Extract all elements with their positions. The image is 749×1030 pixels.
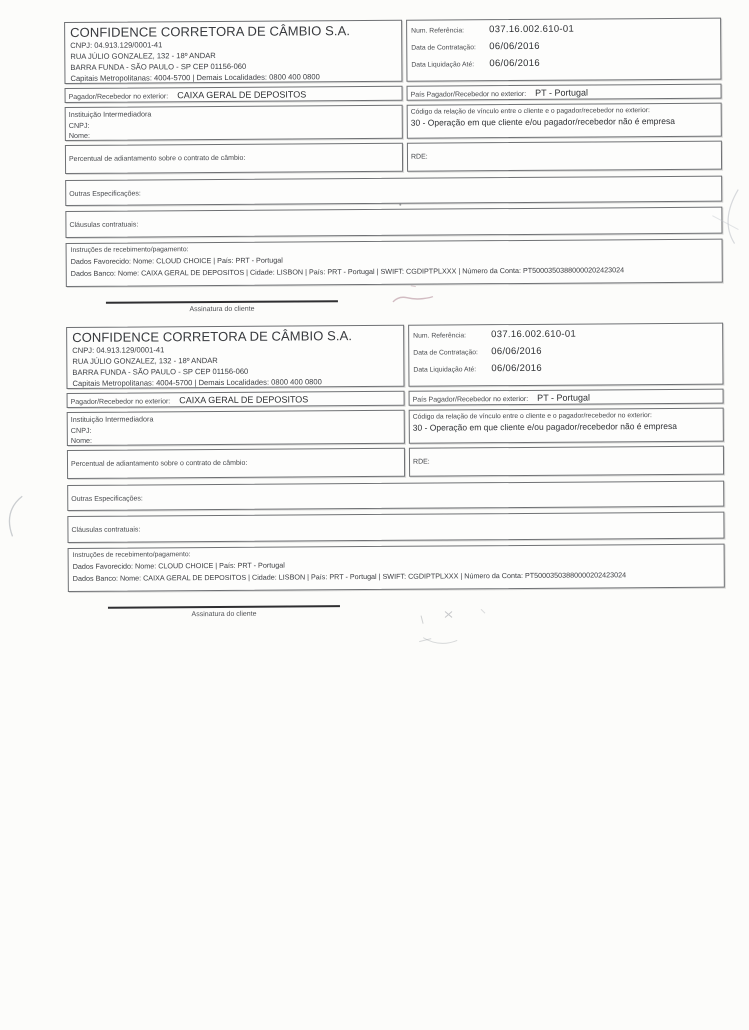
payer-country-label: País Pagador/Recebedor no exterior:	[412, 395, 529, 404]
settlement-date-value: 06/06/2016	[489, 57, 540, 70]
signature-line	[106, 300, 338, 304]
form-top-row	[64, 18, 721, 84]
signature-block	[106, 300, 338, 314]
reference-number-row	[411, 23, 716, 36]
instructions-beneficiary-line: Dados Favorecido: Nome: CLOUD CHOICE | País: PRT - Portugal	[70, 255, 283, 266]
reference-number-label: Num. Referência:	[411, 27, 465, 35]
payer-value: CAIXA GERAL DE DEPOSITOS	[179, 394, 309, 406]
company-name: CONFIDENCE CORRETORA DE CÂMBIO S.A.	[72, 328, 353, 345]
payer-label: Pagador/Recebedor no exterior:	[70, 398, 171, 406]
payer-country-box	[407, 84, 722, 101]
intermediary-row	[67, 408, 724, 446]
payer-country-box	[409, 389, 724, 406]
payer-box	[65, 86, 403, 103]
form-top-row	[66, 323, 723, 389]
reference-number-value: 037.16.002.610-01	[489, 23, 575, 36]
rde-box	[409, 446, 724, 477]
instructions-box	[66, 239, 723, 287]
contract-date-value: 06/06/2016	[489, 40, 540, 53]
contract-date-row	[413, 345, 718, 358]
clauses-box	[67, 512, 724, 543]
advance-percent-label: Percentual de adiantamento sobre o contrato de câmbio:	[68, 154, 246, 163]
rde-label: RDE:	[410, 153, 428, 161]
scan-speck	[399, 204, 401, 206]
scan-artifact-left-curve	[2, 494, 26, 538]
intermediary-box	[67, 410, 405, 446]
company-header-box	[66, 325, 404, 389]
settlement-date-row	[413, 362, 718, 375]
other-specs-box	[65, 176, 722, 206]
company-phones: Capitais Metropolitanas: 4004-5700 | Demais Localidades: 0800 400 0800	[70, 72, 320, 83]
clauses-label: Cláusulas contratuais:	[69, 221, 139, 229]
intermediary-row	[65, 103, 722, 141]
instructions-title: Instruções de recebimento/pagamento:	[70, 246, 189, 254]
company-name: CONFIDENCE CORRETORA DE CÂMBIO S.A.	[70, 23, 351, 40]
relationship-code-box	[409, 408, 724, 444]
other-specs-label: Outras Especificações:	[71, 495, 143, 503]
intermediary-name-label: Nome:	[70, 435, 93, 445]
relationship-code-value: 30 - Operação em que cliente e/ou pagador/recebedor não é empresa	[410, 115, 675, 128]
intermediary-box	[65, 105, 403, 141]
reference-box	[408, 323, 723, 387]
settlement-date-label: Data Liquidação Até:	[413, 366, 477, 374]
payer-country-value: PT - Portugal	[537, 392, 591, 403]
payer-row	[67, 389, 724, 408]
intermediary-title: Instituição Intermediadora	[70, 414, 154, 424]
advance-percent-label: Percentual de adiantamento sobre o contrato de câmbio:	[70, 459, 248, 468]
company-address-city: BARRA FUNDA - SÃO PAULO - SP CEP 01156-060	[70, 61, 247, 72]
company-cnpj: CNPJ: 04.913.129/0001-41	[72, 345, 165, 355]
company-address-street: RUA JÚLIO GONZALEZ, 132 - 18º ANDAR	[72, 355, 218, 366]
clauses-label: Cláusulas contratuais:	[71, 526, 141, 534]
advance-percent-box	[65, 143, 403, 174]
payer-row	[65, 84, 722, 103]
relationship-code-label: Código da relação de vínculo entre o cliente e o pagador/recebedor no exterior:	[412, 412, 652, 421]
other-specs-box	[67, 481, 724, 511]
intermediary-title: Instituição Intermediadora	[68, 109, 152, 119]
reference-number-label: Num. Referência:	[413, 332, 467, 340]
company-cnpj: CNPJ: 04.913.129/0001-41	[70, 40, 163, 50]
instructions-beneficiary-line: Dados Favorecido: Nome: CLOUD CHOICE | País: PRT - Portugal	[72, 560, 285, 571]
intermediary-cnpj-label: CNPJ:	[68, 120, 90, 130]
contract-copy-1	[64, 18, 723, 314]
relationship-code-label: Código da relação de vínculo entre o cliente e o pagador/recebedor no exterior:	[410, 107, 650, 116]
payer-country-label: País Pagador/Recebedor no exterior:	[410, 90, 527, 99]
instructions-bank-line: Dados Banco: Nome: CAIXA GERAL DE DEPOSITOS | Cidade: LISBON | País: PRT - Portugal | SWIFT: CGDIPTPLXXX | Número da Conta: PT50003503880000202423024	[70, 264, 625, 278]
clauses-box	[65, 207, 722, 238]
contract-date-label: Data de Contratação:	[411, 44, 476, 52]
percent-rde-row	[65, 141, 722, 174]
contract-date-row	[411, 40, 716, 53]
rde-label: RDE:	[412, 458, 430, 466]
reference-box	[406, 18, 721, 82]
settlement-date-value: 06/06/2016	[491, 362, 542, 375]
relationship-code-value: 30 - Operação em que cliente e/ou pagador/recebedor não é empresa	[412, 420, 677, 433]
payer-value: CAIXA GERAL DE DEPOSITOS	[177, 89, 307, 101]
contract-copy-2	[66, 323, 725, 619]
percent-rde-row	[67, 446, 724, 479]
company-phones: Capitais Metropolitanas: 4004-5700 | Demais Localidades: 0800 400 0800	[72, 377, 322, 388]
reference-number-value: 037.16.002.610-01	[491, 328, 577, 341]
payer-country-value: PT - Portugal	[535, 87, 589, 98]
instructions-bank-line: Dados Banco: Nome: CAIXA GERAL DE DEPOSITOS | Cidade: LISBON | País: PRT - Portugal | SWIFT: CGDIPTPLXXX | Número da Conta: PT50003503880000202423024	[72, 569, 627, 583]
payer-box	[67, 391, 405, 408]
relationship-code-box	[407, 103, 722, 139]
signature-line	[108, 605, 340, 609]
payer-label: Pagador/Recebedor no exterior:	[68, 93, 169, 101]
intermediary-cnpj-label: CNPJ:	[70, 425, 92, 435]
signature-caption: Assinatura do cliente	[189, 305, 255, 314]
settlement-date-label: Data Liquidação Até:	[411, 61, 475, 69]
rde-box	[407, 141, 722, 172]
company-address-city: BARRA FUNDA - SÃO PAULO - SP CEP 01156-060	[72, 366, 249, 377]
contract-date-label: Data de Contratação:	[413, 349, 478, 357]
signature-block	[108, 605, 340, 619]
instructions-title: Instruções de recebimento/pagamento:	[72, 551, 191, 559]
instructions-box	[68, 544, 725, 592]
contract-date-value: 06/06/2016	[491, 345, 542, 358]
settlement-date-row	[411, 57, 716, 70]
company-address-street: RUA JÚLIO GONZALEZ, 132 - 18º ANDAR	[70, 50, 216, 61]
other-specs-label: Outras Especificações:	[69, 190, 141, 198]
signature-caption: Assinatura do cliente	[191, 610, 257, 619]
company-header-box	[64, 20, 402, 84]
intermediary-name-label: Nome:	[68, 130, 91, 140]
advance-percent-box	[67, 448, 405, 479]
reference-number-row	[413, 328, 718, 341]
